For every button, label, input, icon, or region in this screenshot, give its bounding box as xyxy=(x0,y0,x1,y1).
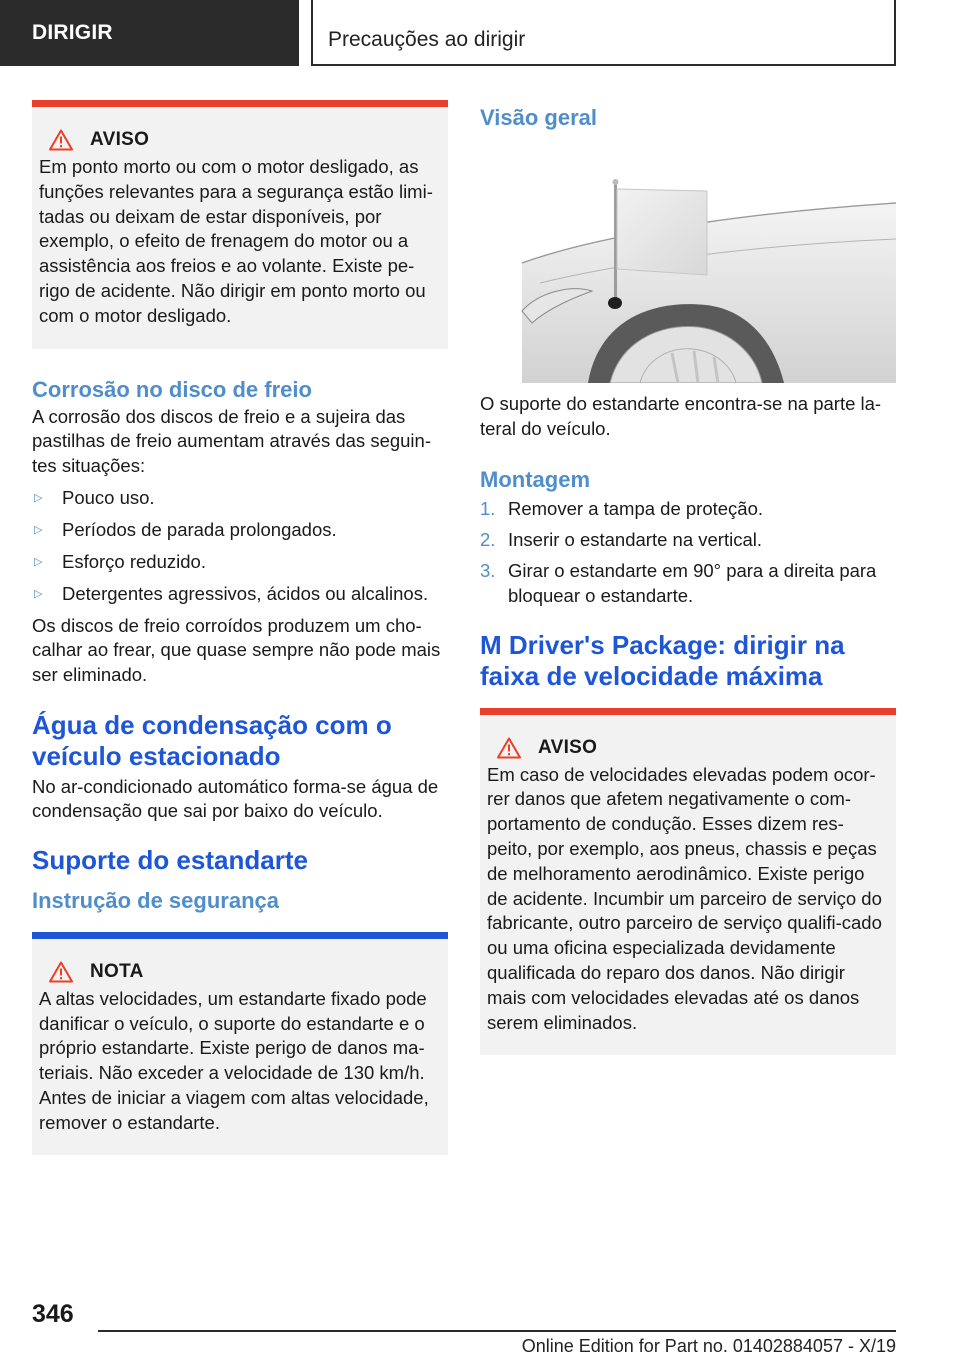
heading-safety-instruction: Instrução de segurança xyxy=(32,887,279,913)
overview-caption: O suporte do estandarte encontra-se na parte la-teral do veículo. xyxy=(480,393,882,439)
step-item: 3. Girar o estandarte em 90° para a direita para bloquear o estandarte. xyxy=(480,559,896,608)
bullet-triangle-icon: ▷ xyxy=(34,491,43,504)
page-number: 346 xyxy=(32,1300,74,1328)
list-item: ▷ Esforço reduzido. xyxy=(32,550,448,575)
bullet-triangle-icon: ▷ xyxy=(34,588,43,601)
heading-flag-holder: Suporte do estandarte xyxy=(32,844,308,875)
list-item: ▷ Períodos de parada prolongados. xyxy=(32,518,448,543)
warning-box-high-speed xyxy=(480,708,896,1056)
note-text: A altas velocidades, um estandarte fixado pode danificar o veículo, o suporte do estandarte e o próprio estandarte. Existe perigo de danos ma-teriais. Não exceder a velocidade de 130 km/h. Antes de iniciar a viagem com altas velocidade, remover o estandarte. xyxy=(39,987,429,1133)
list-item: ▷ Detergentes agressivos, ácidos ou alcalinos. xyxy=(32,582,448,607)
step-item: 2. Inserir o estandarte na vertical. xyxy=(480,528,896,553)
warning-label: AVISO xyxy=(90,129,150,150)
warning-label: AVISO xyxy=(538,736,598,758)
note-header xyxy=(39,961,440,983)
warning-header xyxy=(487,737,888,759)
warning-text: Em ponto morto ou com o motor desligado, as funções relevantes para a segurança estão limi-tadas ou deixam de estar disponíveis, por exemplo, o efeito de frenagem do motor ou a assistência aos freios e ao volante. Existe pe-rigo de acidente. Não dirigir em ponto morto ou com o motor desligado. xyxy=(39,156,433,326)
right-column xyxy=(480,100,896,1055)
note-label: NOTA xyxy=(90,960,144,982)
step-item: 1. Remover a tampa de proteção. xyxy=(480,497,896,522)
list-item: ▷ Pouco uso. xyxy=(32,486,448,511)
step-number: 2. xyxy=(480,529,496,551)
heading-overview: Visão geral xyxy=(480,105,597,130)
brake-corrosion-intro: A corrosão dos discos de freio e a sujeira das pastilhas de freio aumentam através das seguin-tes situações: xyxy=(32,405,431,476)
edition-info: Online Edition for Part no. 01402884057 - X/19 xyxy=(521,1336,896,1356)
bullet-triangle-icon: ▷ xyxy=(34,556,43,569)
left-column xyxy=(32,100,448,1155)
note-box xyxy=(32,932,448,1156)
warning-triangle-icon xyxy=(497,737,521,759)
car-fender-drawing xyxy=(480,173,896,383)
bullet-triangle-icon: ▷ xyxy=(34,523,43,536)
condensation-text: No ar-condicionado automático forma-se água de condensação que sai por baixo do veículo. xyxy=(32,775,439,822)
warning-box-neutral xyxy=(32,100,448,349)
step-number: 3. xyxy=(480,560,496,582)
warning-text: Em caso de velocidades elevadas podem ocor-rer danos que afetem negativamente o com-portamento de condução. Esses dizem res-peito, por exemplo, aos pneus, chassis e peças de melhoramento aerodinâmico. Existe perigo de acidente. Incumbir um parceiro de serviço do fabricante, outro parceiro de serviço qualifi-cado ou uma oficina especializada devidamente qualificada do reparo dos danos. Não dirigir mais com velocidades elevadas até os danos serem eliminados. xyxy=(487,763,882,1033)
heading-brake-corrosion: Corrosão no disco de freio xyxy=(32,376,312,402)
brake-corrosion-outro: Os discos de freio corroídos produzem um cho-calhar ao frear, que quase sempre não pode mais ser eliminado. xyxy=(32,614,441,685)
heading-m-drivers-package: M Driver's Package: dirigir na faixa de velocidade máxima xyxy=(480,629,845,691)
chapter-title: Precauções ao dirigir xyxy=(311,0,896,66)
footer-divider xyxy=(98,1330,896,1332)
section-tab: DIRIGIR xyxy=(0,0,299,66)
step-number: 1. xyxy=(480,498,496,520)
warning-header xyxy=(39,129,440,151)
heading-mounting: Montagem xyxy=(480,467,590,493)
warning-triangle-icon xyxy=(49,961,73,983)
flag-holder-illustration xyxy=(480,173,896,383)
heading-condensation: Água de condensação com o veículo estacionado xyxy=(32,709,392,771)
warning-triangle-icon xyxy=(49,129,73,151)
